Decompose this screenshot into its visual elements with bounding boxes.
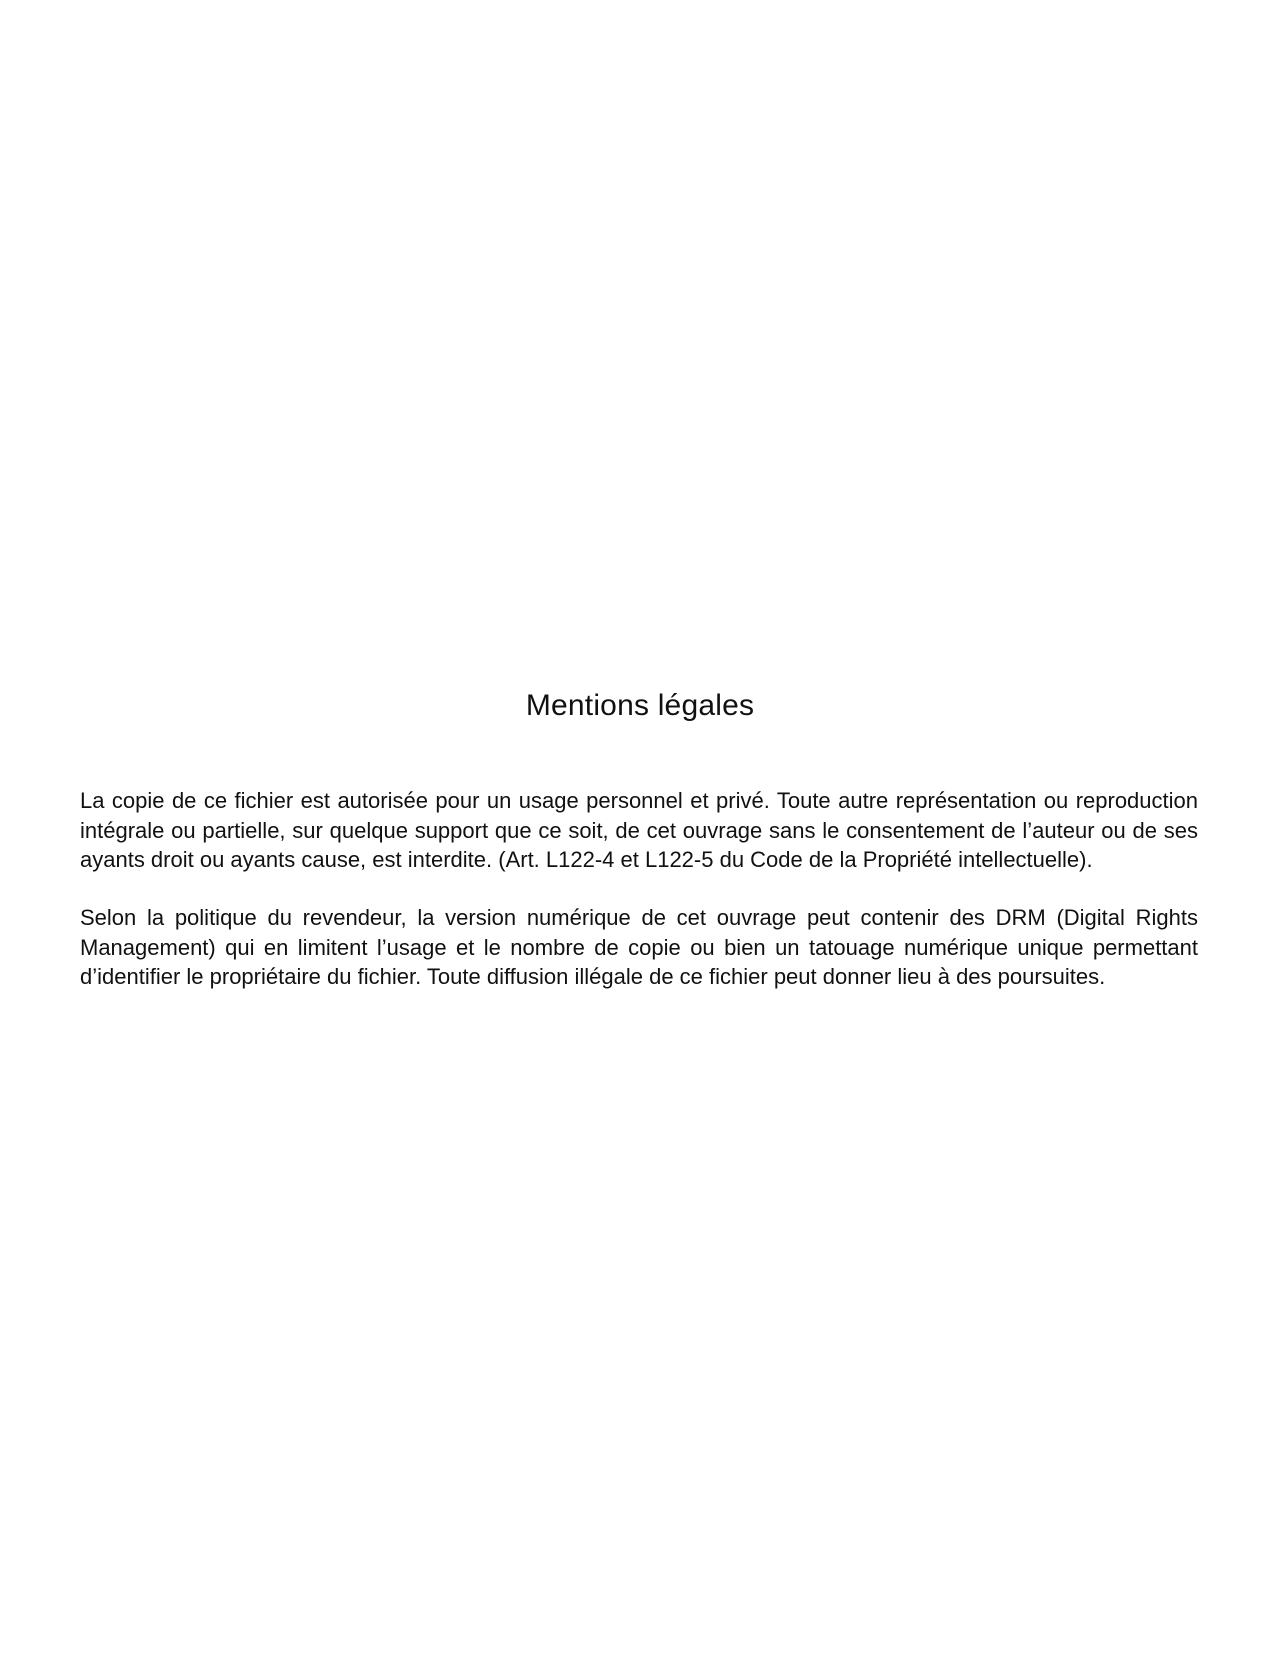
page-title: Mentions légales bbox=[525, 689, 755, 722]
drm-paragraph: Selon la politique du revendeur, la version numérique de cet ouvrage peut contenir des DRM (Digital Rights Management) qui en limitent l’usage et le nombre de copie ou bien un tatouage numérique unique permettant d’identifier le propriétaire du fichier. Toute diffusion illégale de ce fichier peut donner lieu à des poursuites. bbox=[80, 905, 1198, 989]
copyright-paragraph: La copie de ce fichier est autorisée pour un usage personnel et privé. Toute autre représentation ou reproduction intégrale ou partielle, sur quelque support que ce soit, de cet ouvrage sans le consentement de l’auteur ou de ses ayants droit ou ayants cause, est interdite. (Art. L122-4 et L122-5 du Code de la Propriété intellectuelle). bbox=[80, 788, 1198, 872]
